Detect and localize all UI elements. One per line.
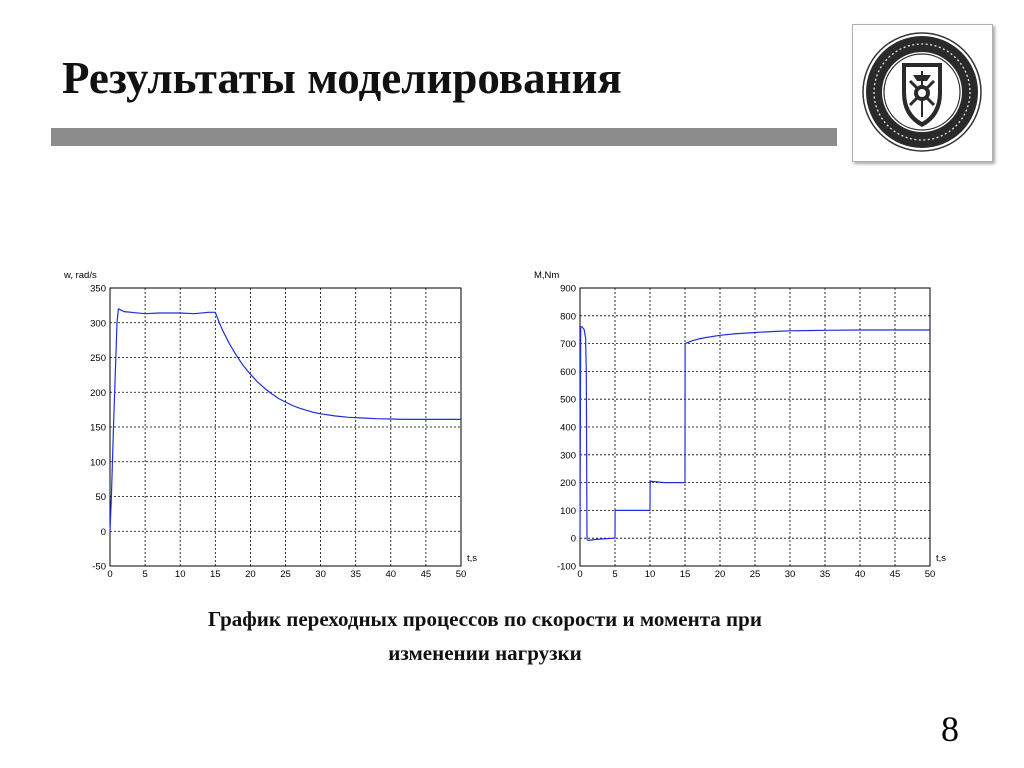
y-axis-label: M,Nm xyxy=(534,270,560,281)
x-tick-label: 20 xyxy=(714,569,726,580)
x-tick-label: 50 xyxy=(455,569,467,580)
speed-chart xyxy=(50,262,490,580)
x-tick-label: 5 xyxy=(612,569,618,580)
x-tick-label: 0 xyxy=(107,569,113,580)
y-tick-label: 200 xyxy=(90,387,106,399)
x-tick-label: 45 xyxy=(889,569,901,580)
x-tick-label: 30 xyxy=(315,569,326,580)
x-tick-label: 15 xyxy=(679,569,691,580)
x-tick-label: 50 xyxy=(924,569,936,580)
x-tick-label: 40 xyxy=(385,569,397,580)
x-tick-label: 25 xyxy=(280,569,291,580)
y-axis-label: w, rad/s xyxy=(64,270,97,281)
y-tick-label: 400 xyxy=(560,422,576,434)
y-tick-label: 0 xyxy=(570,533,576,545)
x-tick-label: 35 xyxy=(350,569,361,580)
y-tick-label: -100 xyxy=(556,561,576,573)
university-seal-icon xyxy=(853,25,992,161)
caption-line: График переходных процессов по скорости и момента при xyxy=(208,607,762,631)
y-tick-label: 500 xyxy=(560,394,576,406)
caption-line: изменении нагрузки xyxy=(388,641,582,665)
x-tick-label: 15 xyxy=(210,569,221,580)
y-tick-label: 300 xyxy=(90,318,106,330)
x-tick-label: 0 xyxy=(577,569,583,580)
y-tick-label: 200 xyxy=(560,478,576,490)
x-tick-label: 5 xyxy=(142,569,148,580)
y-tick-label: 350 xyxy=(90,283,106,295)
title-divider xyxy=(51,128,837,146)
torque-chart xyxy=(522,262,962,580)
x-tick-label: 10 xyxy=(644,569,656,580)
x-axis-label: t,s xyxy=(467,553,478,564)
y-tick-label: 150 xyxy=(90,422,106,434)
y-tick-label: 100 xyxy=(90,457,106,469)
x-tick-label: 10 xyxy=(174,569,186,580)
x-tick-label: 25 xyxy=(749,569,761,580)
x-tick-label: 35 xyxy=(819,569,831,580)
x-axis-label: t,s xyxy=(936,553,947,564)
y-tick-label: 300 xyxy=(560,450,576,462)
y-tick-label: 250 xyxy=(90,353,106,364)
slide-number: 8 xyxy=(941,709,959,749)
x-tick-label: 30 xyxy=(784,569,796,580)
university-seal-logo xyxy=(852,24,993,162)
y-tick-label: 0 xyxy=(100,526,106,538)
y-tick-label: 600 xyxy=(560,366,576,378)
page-title: Результаты моделирования xyxy=(62,53,622,103)
y-tick-label: 700 xyxy=(560,339,576,351)
x-tick-label: 45 xyxy=(420,569,432,580)
y-tick-label: -50 xyxy=(92,561,106,573)
x-tick-label: 40 xyxy=(854,569,866,580)
y-tick-label: 900 xyxy=(560,283,576,295)
x-tick-label: 20 xyxy=(245,569,256,580)
y-tick-label: 100 xyxy=(560,505,576,517)
figure-caption xyxy=(60,602,910,670)
y-tick-label: 50 xyxy=(95,492,106,503)
y-tick-label: 800 xyxy=(560,311,576,323)
